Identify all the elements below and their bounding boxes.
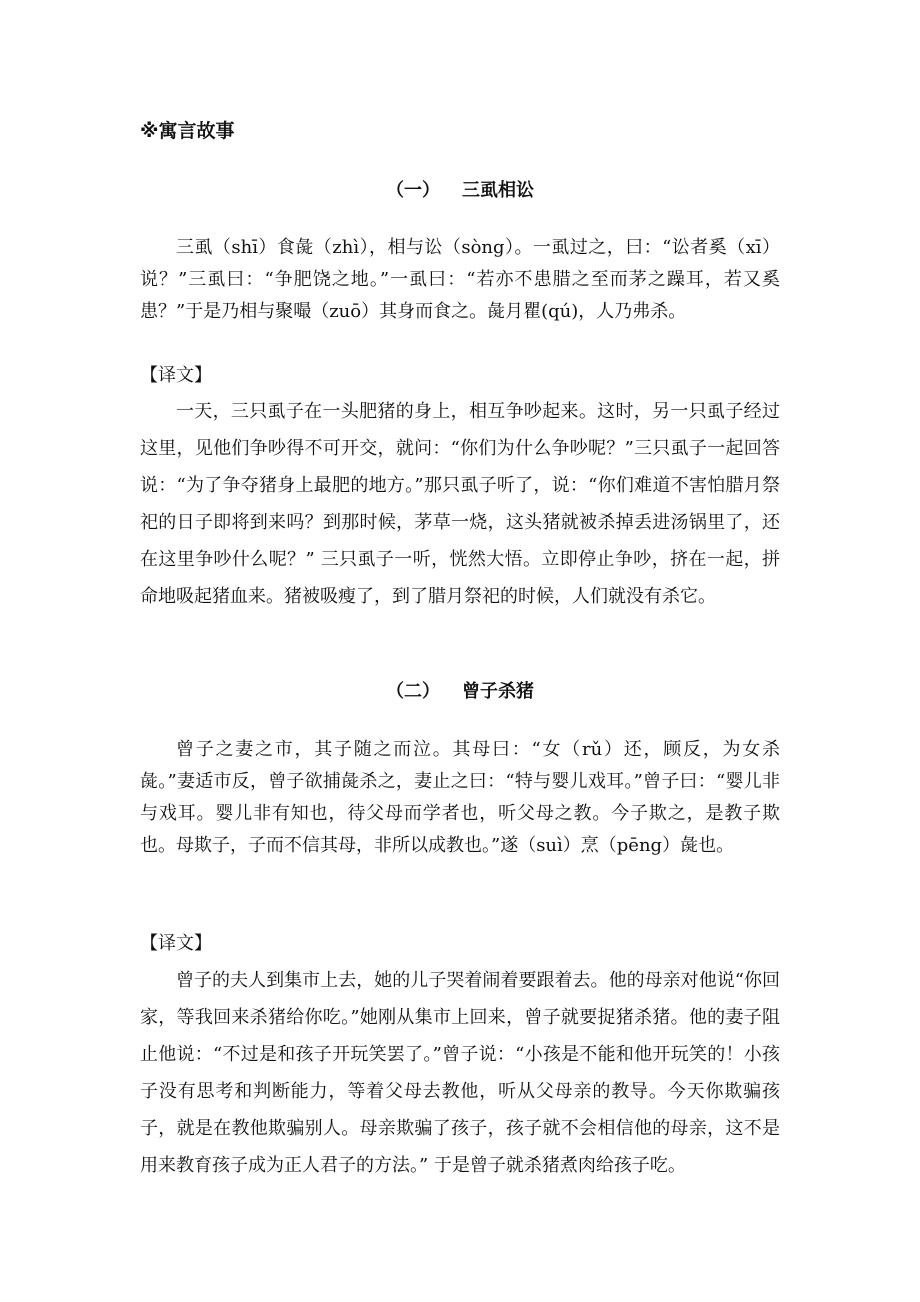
original-text: 三虱（shī）食彘（zhì），相与讼（sòng）。一虱过之，曰：“讼者奚（xī）说？”三虱曰：“争肥饶之地。”一虱曰：“若亦不患腊之至而茅之躁耳，若又奚患？”于是乃相与聚嘬（zuō）其身而食之。彘月瞿(qú)，人乃弗杀。 xyxy=(140,237,780,322)
translation-text: 一天，三只虱子在一头肥猪的身上，相互争吵起来。这时，另一只虱子经过这里，见他们争吵得不可开交，就问：“你们为什么争吵呢？”三只虱子一起回答说：“为了争夺猪身上最肥的地方。”那只虱子听了，说：“你们难道不害怕腊月祭祀的日子即将到来吗？到那时候，茅草一烧，这头猪就被杀掉丢进汤锅里了，还在这里争吵什么呢？” 三只虱子一听，恍然大悟。立即停止争吵，挤在一起，拼命地吸起猪血来。猪被吸瘦了，到了腊月祭祀的时候，人们就没有杀它。 xyxy=(140,401,780,607)
translation-label: 【译文】 xyxy=(140,933,212,954)
section-heading xyxy=(140,176,780,202)
translation-text: 曾子的夫人到集市上去，她的儿子哭着闹着要跟着去。他的母亲对他说“你回家，等我回来杀猪给你吃。”她刚从集市上回来，曾子就要捉猪杀猪。他的妻子阻止他说：“不过是和孩子开玩笑罢了。”曾子说：“小孩是不能和他开玩笑的！小孩子没有思考和判断能力，等着父母去教他，听从父母亲的教导。今天你欺骗孩子，就是在教他欺骗别人。母亲欺骗了孩子，孩子就不会相信他的母亲，这不是用来教育孩子成为正人君子的方法。” 于是曾子就杀猪煮肉给孩子吃。 xyxy=(140,970,780,1176)
section-number: （一） xyxy=(386,180,440,201)
document-title: ※寓言故事 xyxy=(140,120,235,142)
section-number: （二） xyxy=(386,681,440,702)
section-title: 三虱相讼 xyxy=(462,180,534,201)
translation-label: 【译文】 xyxy=(140,365,212,386)
section-heading xyxy=(140,677,780,703)
section-title: 曾子杀猪 xyxy=(462,681,534,702)
original-text: 曾子之妻之市，其子随之而泣。其母曰：“女（rǔ）还，顾反，为女杀彘。”妻适市反，曾子欲捕彘杀之，妻止之曰：“特与婴儿戏耳。”曾子曰：“婴儿非与戏耳。婴儿非有知也，待父母而学者也，听父母之教。今子欺之，是教子欺也。母欺子，子而不信其母，非所以成教也。”遂（suì）烹（pēng）彘也。 xyxy=(140,739,780,856)
